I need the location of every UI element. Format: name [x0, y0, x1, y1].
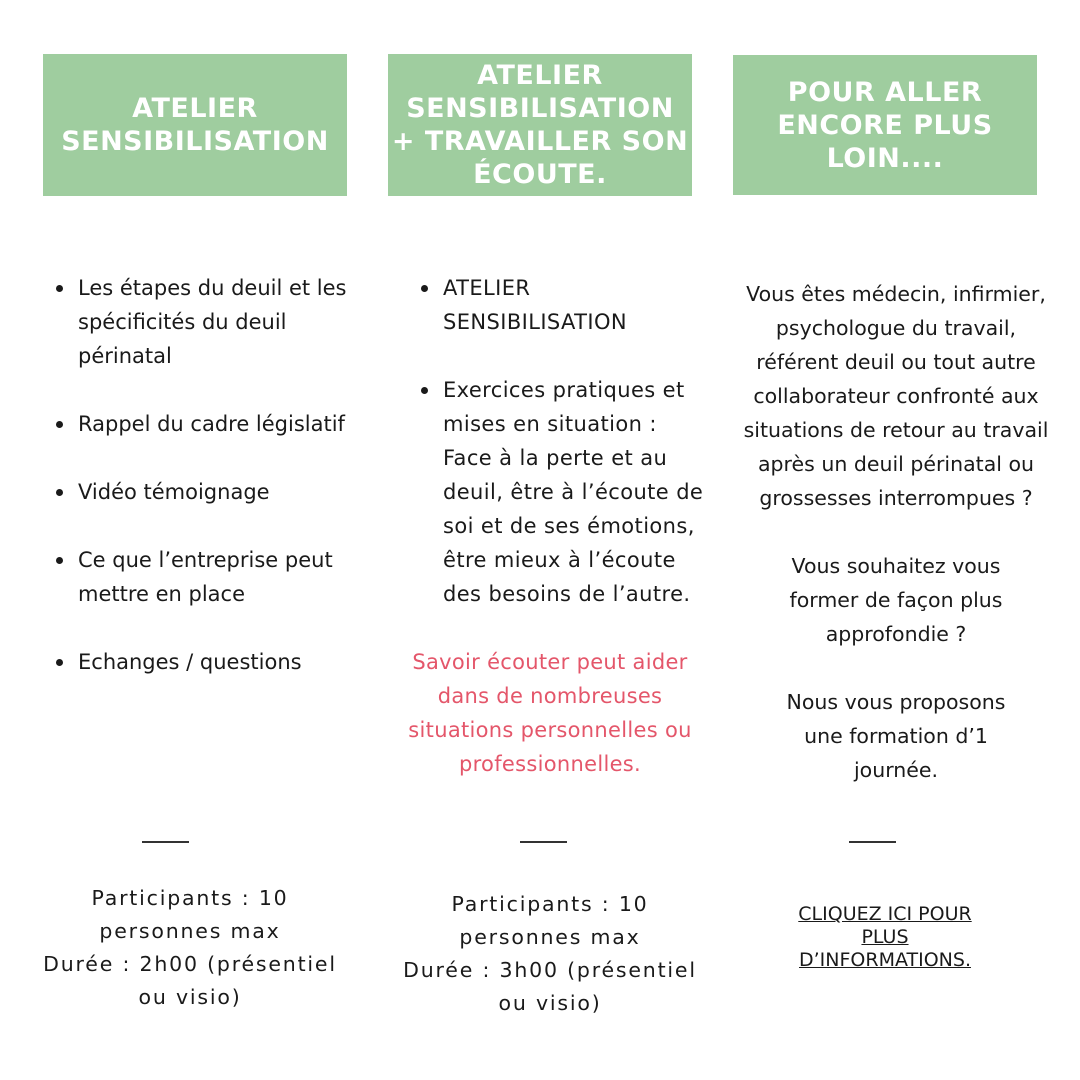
participants-line: personnes max: [459, 925, 641, 949]
divider: [520, 841, 567, 843]
list-item: Echanges / questions: [43, 645, 353, 679]
column-2-content: [408, 271, 708, 645]
header-aller-plus-loin: [733, 55, 1037, 195]
duration-line: Durée : 2h00 (présentiel: [43, 952, 337, 976]
header-title: ATELIER SENSIBILISATION: [61, 93, 329, 157]
bullet-list: [43, 271, 353, 679]
header-title: ATELIER SENSIBILISATION + TRAVAILLER SON ÉCOUTE.: [391, 60, 689, 190]
paragraph: Nous vous proposons une formation d’1 journée.: [786, 690, 1006, 782]
duration-line: Durée : 3h00 (présentiel: [403, 958, 697, 982]
header-title: POUR ALLER ENCORE PLUS LOIN....: [777, 76, 993, 174]
column-1-content: [43, 271, 353, 713]
divider: [142, 841, 189, 843]
footer-details-2: [403, 888, 697, 1020]
participants-line: personnes max: [99, 919, 281, 943]
footer-details-1: [43, 882, 337, 1014]
paragraph: Vous êtes médecin, infirmier, psychologue du travail, référent deuil ou tout autre collaborateur confronté aux situations de retour au travail après un deuil périnatal ou grossesses interrompues ?: [743, 282, 1049, 510]
participants-line: Participants : 10: [451, 892, 649, 916]
list-item: Les étapes du deuil et les spécificités du deuil périnatal: [43, 271, 353, 373]
paragraph: Vous souhaitez vous former de façon plus approfondie ?: [789, 554, 1003, 646]
list-item: ATELIER SENSIBILISATION: [408, 271, 643, 339]
header-atelier-sensibilisation: [43, 54, 347, 196]
more-info-link[interactable]: CLIQUEZ ICI POUR PLUS D’INFORMATIONS.: [798, 903, 972, 971]
list-item: Rappel du cadre législatif: [43, 407, 353, 441]
list-item: Ce que l’entreprise peut mettre en place: [43, 543, 353, 611]
bullet-list: [408, 271, 708, 611]
highlight-text: Savoir écouter peut aider dans de nombreuses situations personnelles ou professionnelles.: [408, 650, 692, 776]
duration-line: ou visio): [498, 991, 602, 1015]
list-item: Exercices pratiques et mises en situation : Face à la perte et au deuil, être à l’écoute de soi et de ses émotions, être mieux à l’écoute des besoins de l’autre.: [408, 373, 708, 611]
participants-line: Participants : 10: [91, 886, 289, 910]
divider: [849, 841, 896, 843]
list-item: Vidéo témoignage: [43, 475, 353, 509]
duration-line: ou visio): [138, 985, 242, 1009]
header-atelier-ecoute: [388, 54, 692, 196]
column-3-content: [736, 277, 1056, 821]
